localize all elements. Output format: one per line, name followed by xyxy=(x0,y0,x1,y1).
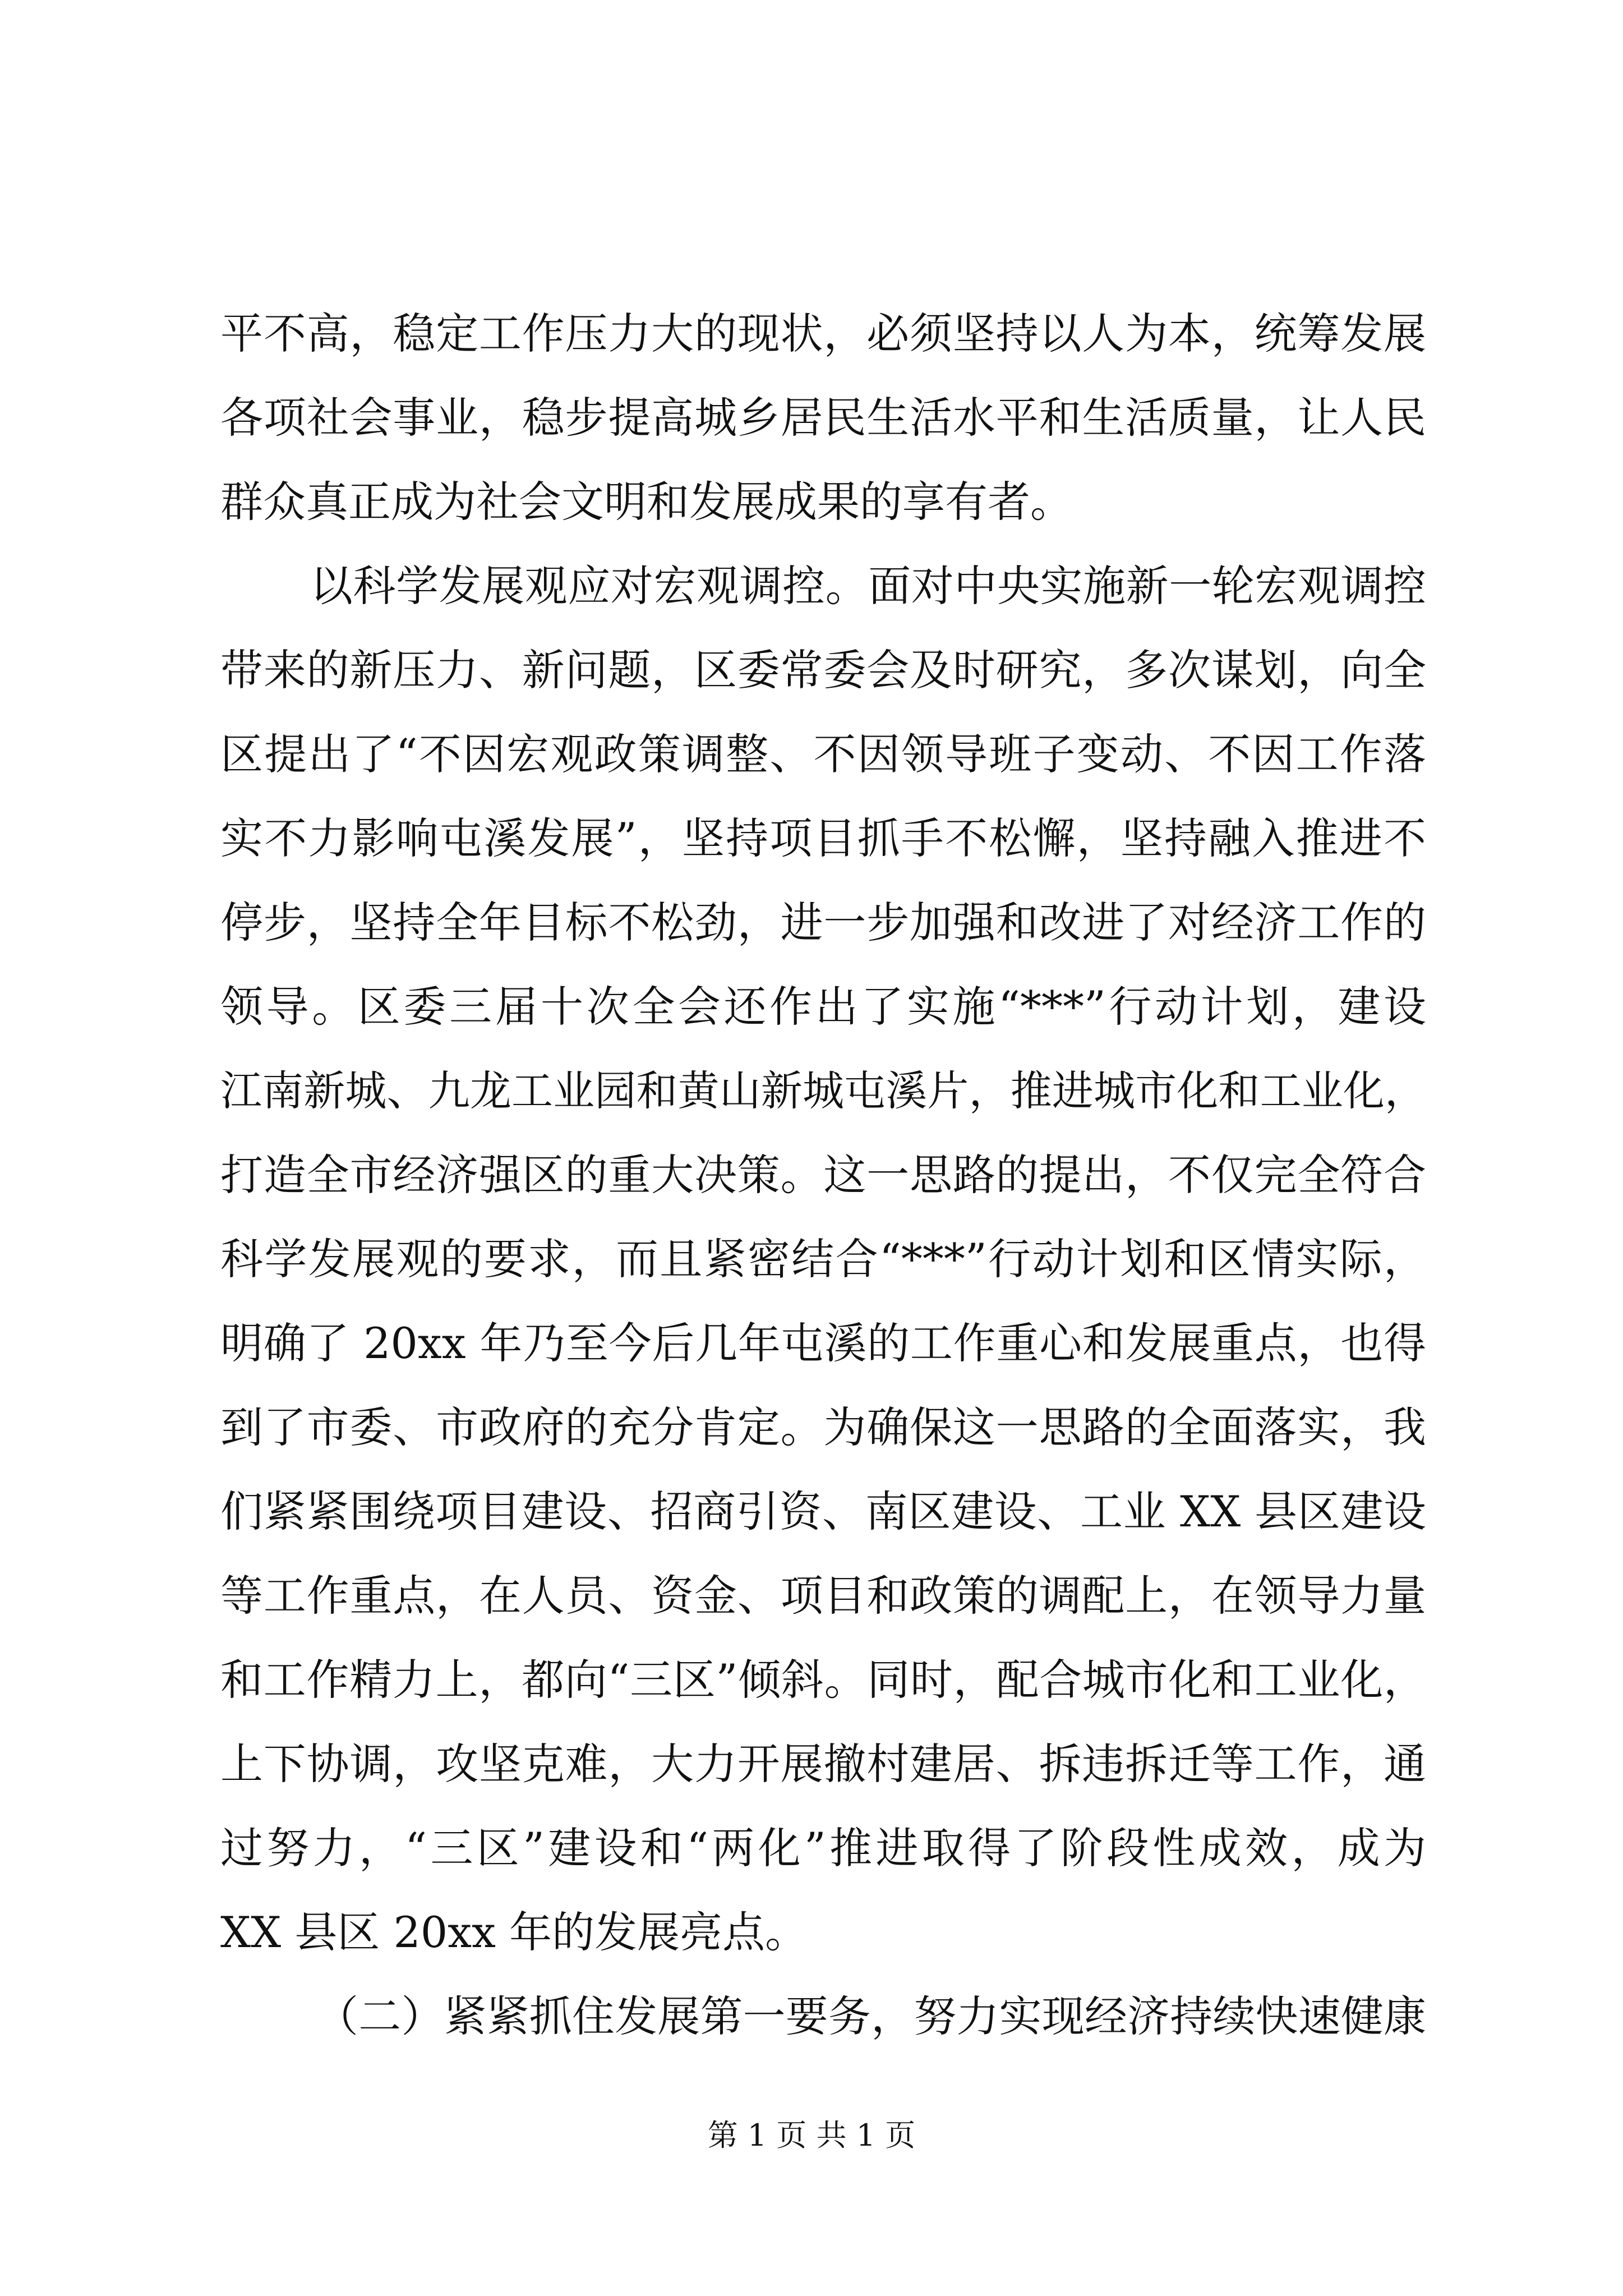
text-line: 明确了 20xx 年乃至今后几年屯溪的工作重心和发展重点，也得 xyxy=(220,1318,1426,1368)
text-line: 打造全市经济强区的重大决策。这一思路的提出，不仅完全符合 xyxy=(220,1150,1426,1200)
text-line: 等工作重点，在人员、资金、项目和政策的调配上，在领导力量 xyxy=(220,1571,1426,1621)
text-line: 们紧紧围绕项目建设、招商引资、南区建设、工业 XX 县区建设 xyxy=(220,1487,1426,1536)
text-line: 群众真正成为社会文明和发展成果的享有者。 xyxy=(220,477,1073,527)
text-line: 平不高，稳定工作压力大的现状，必须坚持以人为本，统筹发展 xyxy=(220,309,1426,358)
text-line: 过努力，“三区”建设和“两化”推进取得了阶段性成效，成为 xyxy=(220,1823,1426,1873)
text-line: 停步，坚持全年目标不松劲，进一步加强和改进了对经济工作的 xyxy=(220,898,1426,947)
text-line: 上下协调，攻坚克难，大力开展撤村建居、拆违拆迁等工作，通 xyxy=(220,1739,1426,1789)
text-line: 实不力影响屯溪发展”，坚持项目抓手不松懈，坚持融入推进不 xyxy=(220,813,1426,863)
text-line: 领导。区委三届十次全会还作出了实施“***”行动计划，建设 xyxy=(220,982,1426,1032)
paragraph-first-line: 以科学发展观应对宏观调控。面对中央实施新一轮宏观调控 xyxy=(310,561,1426,611)
page-number-footer: 第 1 页 共 1 页 xyxy=(707,2118,916,2153)
text-line: 科学发展观的要求，而且紧密结合“***”行动计划和区情实际， xyxy=(220,1234,1426,1284)
text-line: 各项社会事业，稳步提高城乡居民生活水平和生活质量，让人民 xyxy=(220,393,1426,443)
text-line: 区提出了“不因宏观政策调整、不因领导班子变动、不因工作落 xyxy=(220,729,1426,779)
text-line: 江南新城、九龙工业园和黄山新城屯溪片，推进城市化和工业化， xyxy=(220,1067,1426,1115)
text-line: 带来的新压力、新问题，区委常委会及时研究，多次谋划，向全 xyxy=(220,645,1426,695)
text-line: XX 县区 20xx 年的发展亮点。 xyxy=(220,1907,808,1957)
section-heading-line: （二）紧紧抓住发展第一要务，努力实现经济持续快速健康 xyxy=(316,1991,1426,2041)
text-line: 和工作精力上，都向“三区”倾斜。同时，配合城市化和工业化， xyxy=(220,1655,1426,1705)
text-line: 到了市委、市政府的充分肯定。为确保这一思路的全面落实，我 xyxy=(220,1402,1426,1452)
